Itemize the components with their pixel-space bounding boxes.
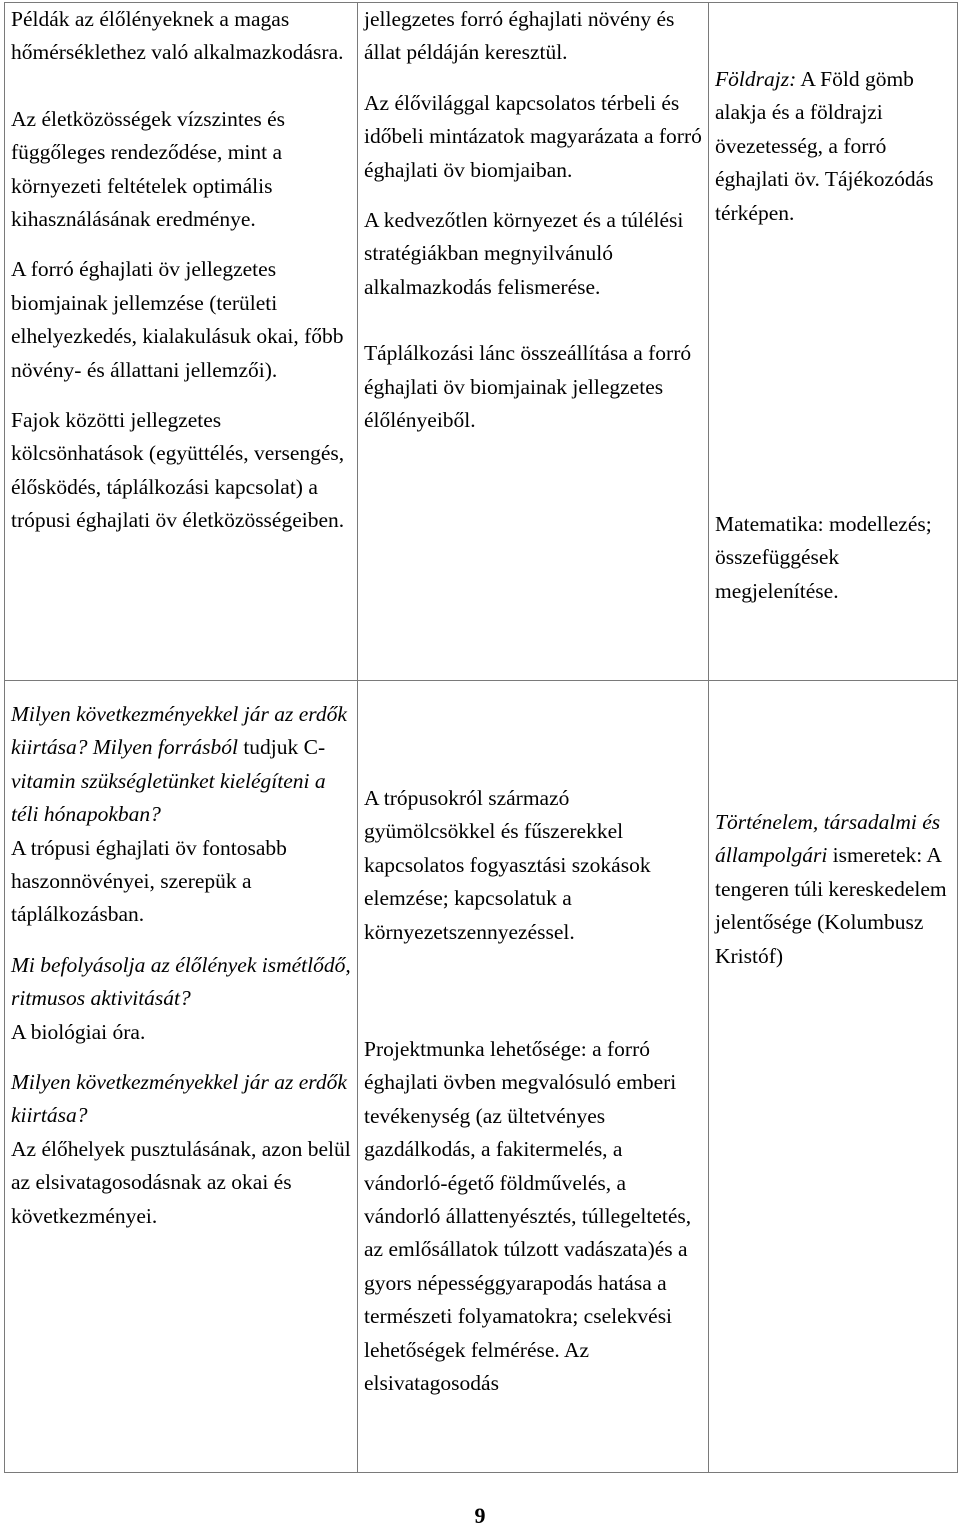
question-text: tudjuk C-	[237, 735, 326, 760]
table-row	[5, 3, 958, 681]
paragraph: A trópusokról származó gyümölcsökkel és fűszerekkel kapcsolatos fogyasztási szokások elemzése; kapcsolatuk a környezetszennyezéssel.	[364, 786, 651, 944]
curriculum-table	[4, 2, 958, 1473]
row1-cell-content	[5, 3, 358, 681]
paragraph: Táplálkozási lánc összeállítása a forró éghajlati öv biomjainak jellegzetes élőlényeiből.	[364, 341, 692, 433]
row2-cell-content	[5, 681, 358, 1473]
row1-cell-connections	[709, 3, 958, 681]
subject-label: Földrajz:	[715, 67, 797, 91]
paragraph: A kedvezőtlen környezet és a túlélési stratégiákban megnyilvánuló alkalmazkodás felismerése.	[364, 208, 684, 299]
paragraph	[11, 698, 351, 832]
paragraph: Az élőhelyek pusztulásának, azon belül az elsivatagosodásnak az okai és következményei.	[11, 1136, 351, 1228]
row1-cell-objectives	[358, 3, 709, 681]
paragraph: A forró éghajlati öv jellegzetes biomjainak jellemzése (területi elhelyezkedés, kialakulásuk okai, főbb növény- és állattani jellemzői).	[11, 257, 344, 382]
paragraph: jellegzetes forró éghajlati növény és állat példáján keresztül.	[364, 7, 675, 65]
question-text: Mi befolyásolja az élőlények ismétlődő, ritmusos aktivitását?	[11, 952, 351, 1011]
paragraph: Matematika: modellezés; összefüggések megjelenítése.	[715, 512, 932, 603]
page-number: 9	[474, 1503, 486, 1528]
paragraph: A biológiai óra.	[11, 1019, 146, 1044]
question-text: Milyen következményekkel jár az erdők kiirtása? Milyen forrásból	[11, 702, 347, 760]
subject-label: Történelem, társadalmi és állampolgári	[715, 810, 941, 868]
question-paragraph	[11, 1066, 351, 1133]
paragraph: Fajok közötti jellegzetes kölcsönhatások (együttélés, versengés, élősködés, táplálkozási kapcsolat) a trópusi éghajlati öv életközösségeiben.	[11, 408, 345, 533]
row2-cell-connections	[709, 681, 958, 1473]
question-text	[11, 949, 351, 1016]
row2-cell-objectives	[358, 681, 709, 1473]
question-text: vitamin szükségletünket kielégíteni a téli hónapokban?	[11, 768, 326, 827]
paragraph-text: ismeretek: A tengeren túli kereskedelem jelentősége (Kolumbusz Kristóf)	[715, 843, 947, 968]
paragraph: Az élővilággal kapcsolatos térbeli és időbeli mintázatok magyarázata a forró éghajlati öv biomjaiban.	[364, 90, 702, 182]
table-row	[5, 681, 958, 1473]
paragraph	[715, 63, 951, 230]
paragraph-text: A Föld gömb alakja és a földrajzi övezetesség, a forró éghajlati öv. Tájékozódás térképen.	[715, 67, 934, 225]
paragraph: Az életközösségek vízszintes és függőleges rendeződése, mint a környezeti feltételek optimális kihasználásának eredménye.	[11, 106, 286, 232]
paragraph: A trópusi éghajlati öv fontosabb haszonnövényei, szerepük a táplálkozásban.	[11, 835, 287, 927]
question-text: Milyen következményekkel jár az erdők kiirtása?	[11, 1070, 347, 1128]
paragraph: Projektmunka lehetősége: a forró éghajlati övben megvalósuló emberi tevékenység (az ültetvényes gazdálkodás, a fakitermelés, a vándorló-égető földművelés, a vándorló állattenyésztés, túllegeltetés, az emlősállatok túlzott vadászata)és a gyors népességgyarapodás hatása a természeti folyamatokra; cselekvési lehetőségek felmérése. Az elsivatagosodás	[364, 1037, 692, 1396]
paragraph	[715, 806, 951, 973]
paragraph: Példák az élőlényeknek a magas hőmérséklethez való alkalmazkodásra.	[11, 7, 344, 65]
